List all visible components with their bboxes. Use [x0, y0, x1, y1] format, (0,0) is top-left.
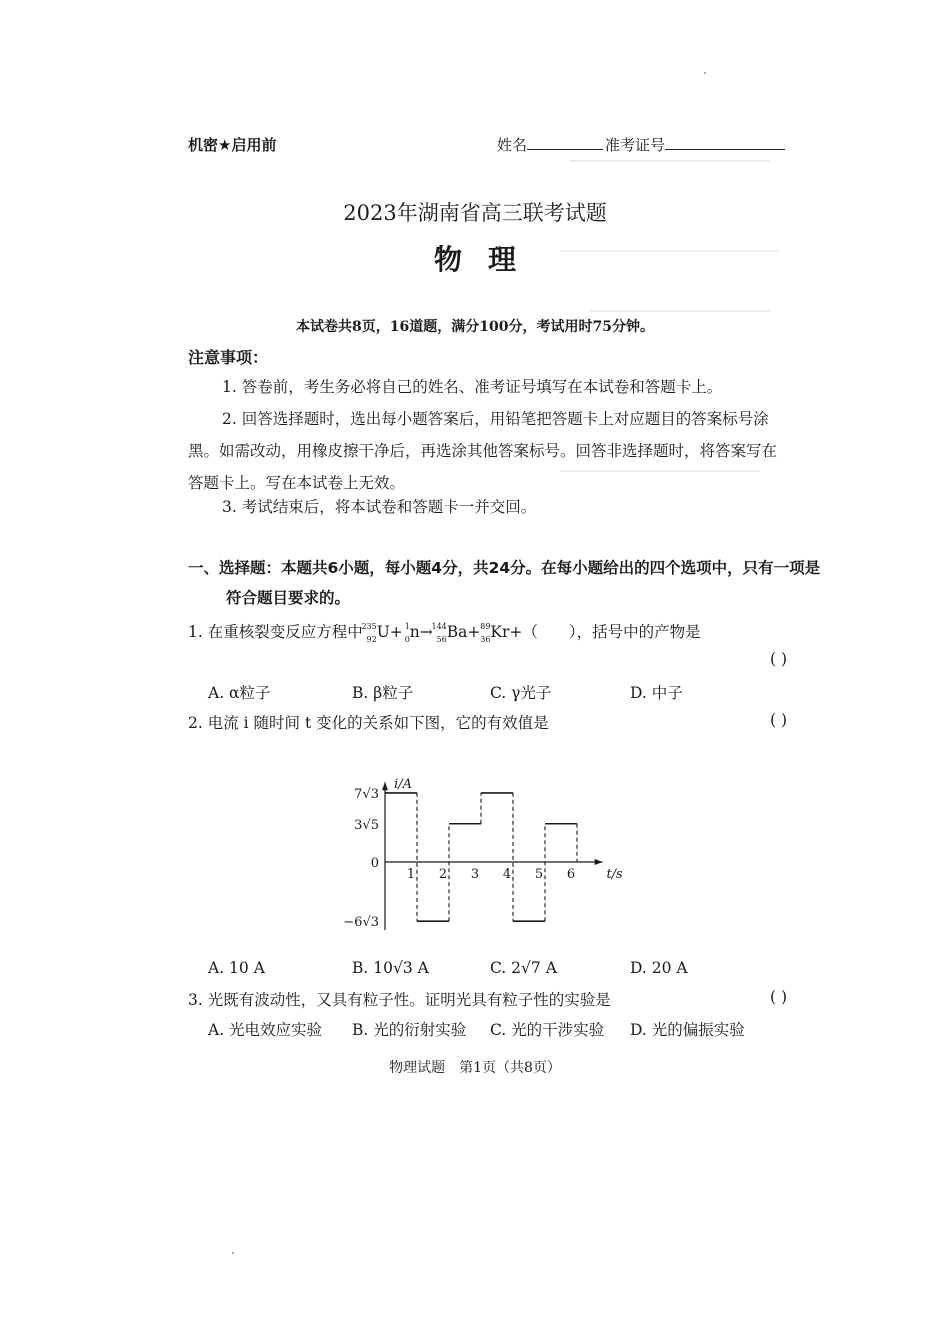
- question-2: 2. 电流 i 随时间 t 变化的关系如下图，它的有效值是: [188, 714, 549, 732]
- q2-option-d[interactable]: D. 20 A: [630, 959, 688, 977]
- note-item-2: 2. 回答选择题时，选出每小题答案后，用铅笔把答题卡上对应题目的答案标号涂黑。如需改动，用橡皮擦干净后，再选涂其他答案标号。回答非选择题时，将答案写在答题卡上。写在本试卷上无效。: [188, 410, 778, 492]
- y-axis-label: i/A: [394, 777, 412, 793]
- y-tick-label: 0: [370, 856, 379, 871]
- note-item-3: 3. 考试结束后，将本试卷和答题卡一并交回。: [222, 498, 537, 516]
- x-tick-label: 1: [406, 867, 416, 882]
- q1-suffix: ，括号中的产物是: [576, 623, 701, 641]
- i-axis-arrow: [382, 782, 388, 790]
- question-1: [188, 620, 701, 642]
- confidential-mark: 机密★启用前: [188, 136, 277, 154]
- x-tick-label: 5: [534, 867, 544, 882]
- name-label: 姓名: [497, 136, 528, 154]
- exam-meta: 本试卷共8页，16道题，满分100分，考试用时75分钟。: [296, 319, 654, 335]
- x-tick-label: 3: [470, 867, 480, 882]
- id-label: 准考证号: [605, 136, 666, 154]
- note-item-1: 1. 答卷前，考生务必将自己的姓名、准考证号填写在本试卷和答题卡上。: [222, 378, 723, 396]
- name-field[interactable]: [527, 135, 603, 150]
- q3-option-b[interactable]: B. 光的衍射实验: [352, 1021, 467, 1039]
- q1-option-a[interactable]: A. α粒子: [208, 684, 271, 702]
- y-tick-label: 7√3: [354, 786, 379, 802]
- q1-option-c[interactable]: C. γ光子: [490, 684, 552, 702]
- question-3: 3. 光既有波动性，又具有粒子性。证明光具有粒子性的实验是: [188, 991, 611, 1009]
- q2-option-a[interactable]: A. 10 A: [208, 959, 265, 977]
- x-axis-label: t/s: [606, 867, 623, 882]
- q2-option-b[interactable]: B. 10√3 A: [352, 959, 429, 977]
- q3-option-a[interactable]: A. 光电效应实验: [208, 1021, 323, 1039]
- scan-speck: [704, 72, 706, 74]
- notes-heading: 注意事项：: [188, 348, 269, 367]
- exam-title: 2023年湖南省高三联考试题: [343, 201, 607, 225]
- q3-option-d[interactable]: D. 光的偏振实验: [630, 1021, 745, 1039]
- section-heading: 一、选择题：本题共6小题，每小题4分，共24分。在每小题给出的四个选项中，只有一项是符合题目要求的。: [188, 559, 821, 607]
- y-tick-label: −6√3: [343, 915, 379, 930]
- scan-speck: [232, 1252, 234, 1254]
- y-tick-label: 3√5: [354, 817, 379, 833]
- fission-equation: 235 92 U+ 1 0 n→ 144 56 Ba+ 89 36 Kr+（ ）: [361, 622, 577, 644]
- q2-option-c[interactable]: C. 2√7 A: [490, 959, 557, 977]
- q3-option-c[interactable]: C. 光的干涉实验: [490, 1021, 605, 1039]
- candidate-info: [497, 134, 785, 155]
- t-axis-arrow: [595, 859, 603, 865]
- x-tick-label: 6: [566, 867, 576, 882]
- q1-option-b[interactable]: B. β粒子: [352, 684, 414, 702]
- current-time-chart: [330, 740, 630, 930]
- q1-option-d[interactable]: D. 中子: [630, 684, 683, 702]
- x-tick-label: 4: [502, 867, 512, 882]
- subject-title: 物理: [433, 243, 542, 276]
- q1-prefix: 1. 在重核裂变反应方程中: [188, 623, 363, 641]
- q1-answer-paren: ( ): [769, 650, 787, 668]
- page-footer: 物理试题 第1页（共8页）: [389, 1060, 561, 1076]
- id-field[interactable]: [665, 135, 785, 150]
- x-tick-label: 2: [438, 867, 448, 882]
- q2-answer-paren: ( ): [769, 711, 787, 729]
- q3-answer-paren: ( ): [769, 988, 787, 1006]
